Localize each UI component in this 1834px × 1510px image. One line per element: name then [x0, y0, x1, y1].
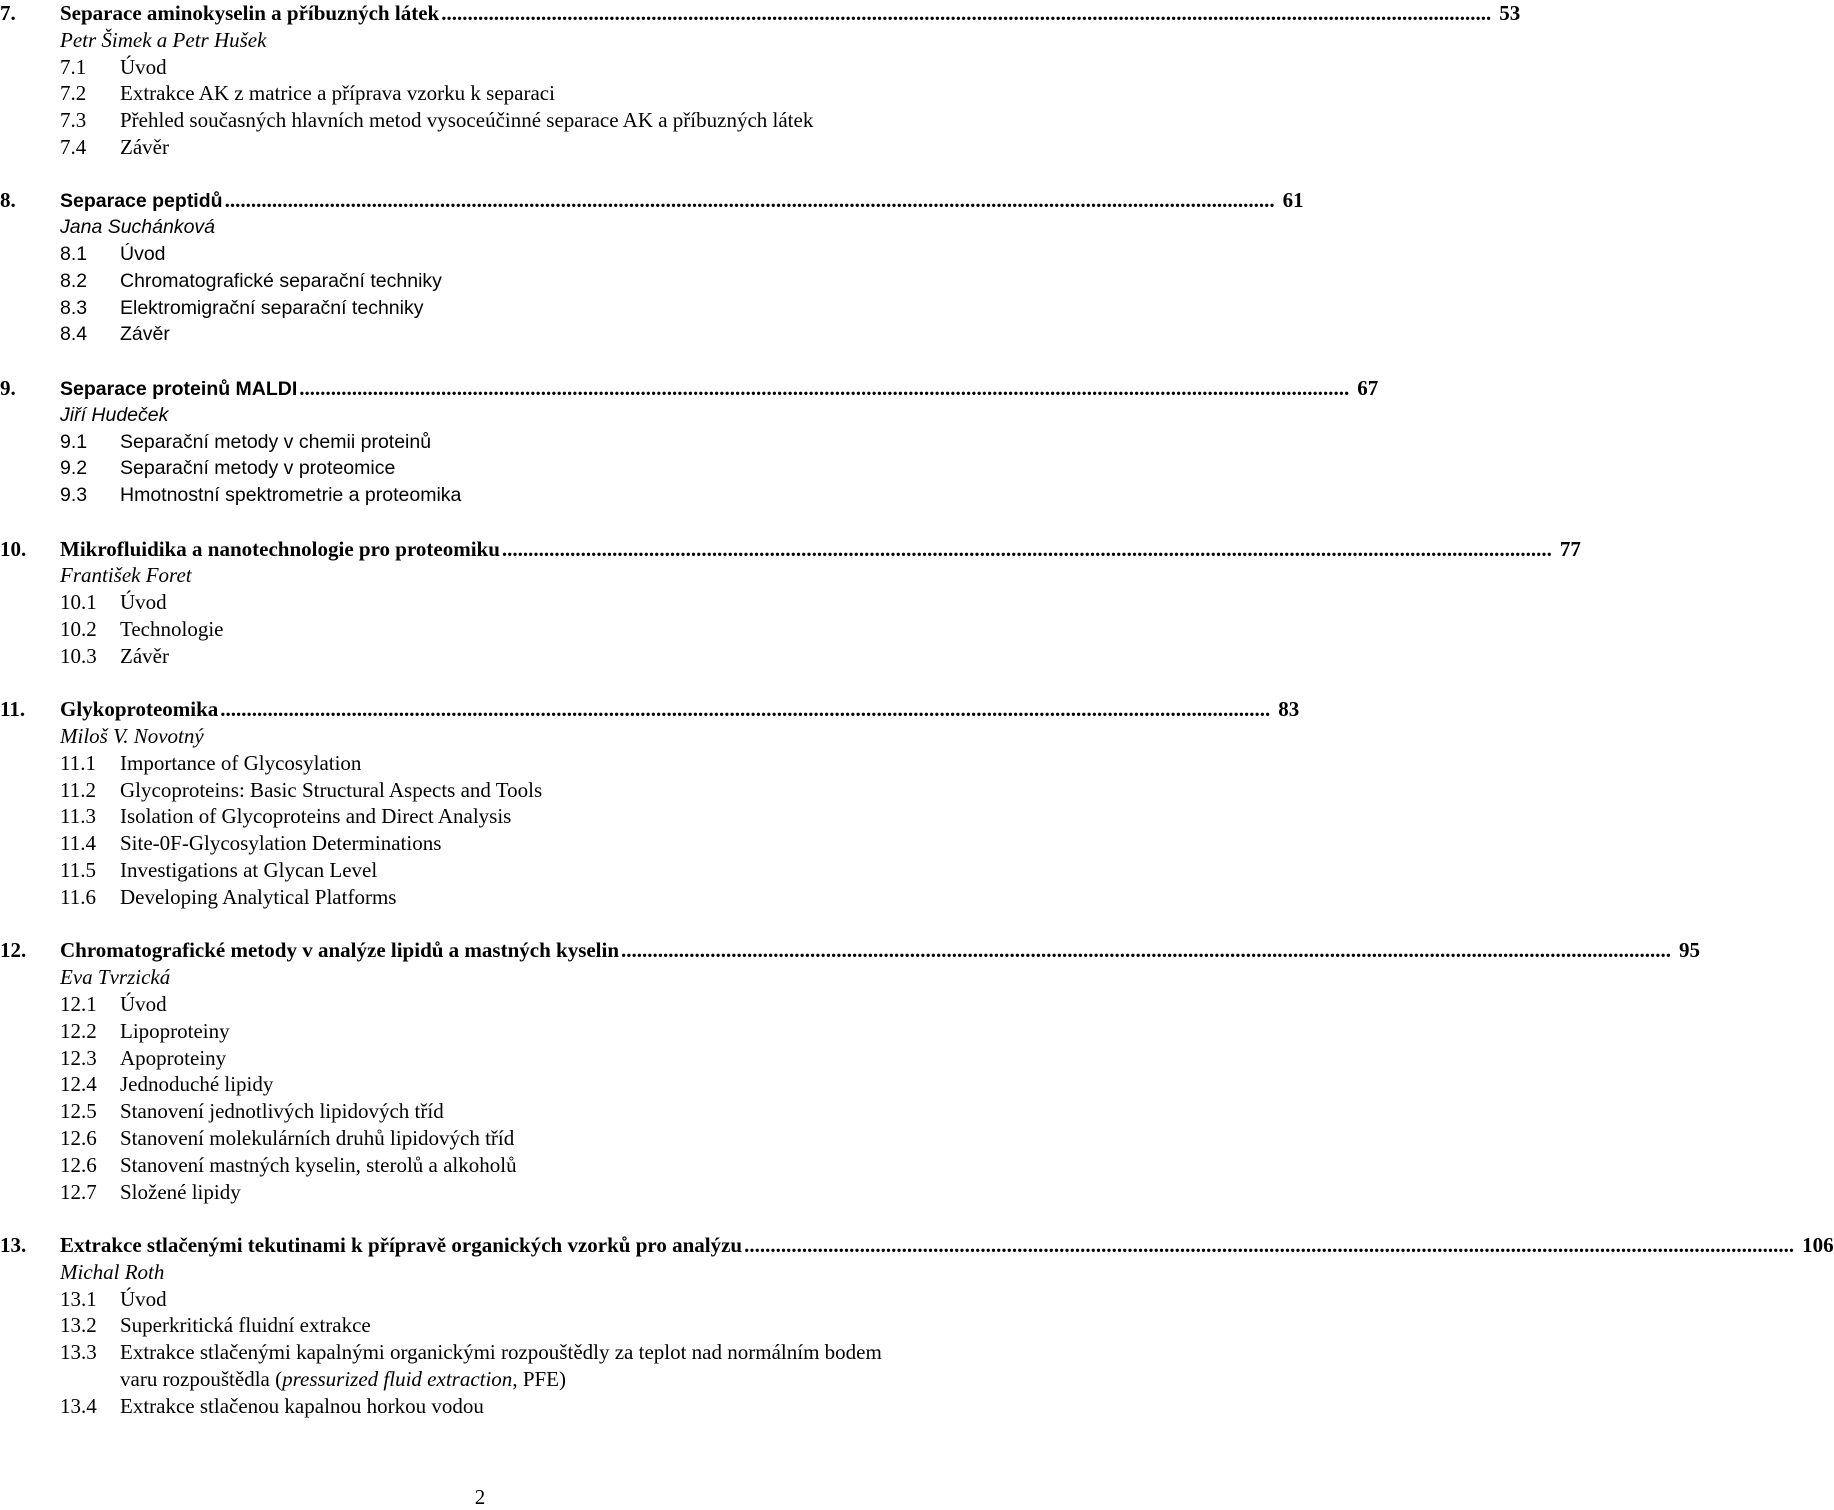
- toc-section: [0, 589, 960, 616]
- toc-section: [0, 1125, 960, 1152]
- section-number: 13.4: [60, 1393, 97, 1418]
- chapter-number: 8.: [0, 188, 16, 213]
- section-title: Úvod: [120, 54, 167, 79]
- section-title: Investigations at Glycan Level: [120, 858, 378, 883]
- section-title: Extrakce stlačenými kapalnými organickými rozpouštědly za teplot nad normálním bodem varu rozpouštědla (pressurized fluid extraction, PFE): [120, 1340, 882, 1391]
- section-title: Glycoproteins: Basic Structural Aspects and Tools: [120, 777, 543, 802]
- section-title: Úvod: [120, 243, 166, 266]
- toc-chapter: [0, 696, 1300, 910]
- toc-section: [0, 643, 960, 670]
- toc-section: [0, 777, 960, 804]
- toc-section: [0, 1152, 960, 1179]
- toc-section: [0, 482, 960, 509]
- toc-section: [0, 54, 960, 81]
- section-title: Lipoproteiny: [120, 1018, 230, 1043]
- toc-section: [0, 107, 960, 134]
- section-number: 13.3: [60, 1340, 97, 1365]
- section-title: Apoproteiny: [120, 1045, 227, 1070]
- toc-section: [0, 134, 960, 161]
- section-number: 8.3: [60, 296, 88, 319]
- section-number: 11.2: [60, 777, 96, 802]
- chapter-title: Mikrofluidika a nanotechnologie pro proteomiku: [60, 536, 500, 561]
- section-number: 8.2: [60, 269, 88, 292]
- toc-section: [0, 1393, 960, 1420]
- italic-term: pressurized fluid extraction: [282, 1366, 513, 1391]
- section-title: Superkritická fluidní extrakce: [120, 1313, 371, 1338]
- chapter-title: Chromatografické metody v analýze lipidů a mastných kyselin: [60, 938, 620, 963]
- chapter-title-wrap: [60, 375, 1349, 403]
- toc-chapter: [0, 0, 1521, 161]
- section-number: 12.2: [60, 1018, 97, 1043]
- toc-section: [0, 1286, 960, 1313]
- chapter-page-number: 95: [1679, 938, 1701, 963]
- toc-section: [0, 1098, 960, 1125]
- chapter-title: Separace aminokyselin a příbuzných látek: [60, 1, 440, 25]
- chapter-title: Separace peptidů: [60, 190, 223, 213]
- dot-leader: ........................................................................................................................................................................................................: [224, 188, 1275, 213]
- dot-leader: ........................................................................................................................................................................................................: [441, 1, 1492, 25]
- chapter-author: Miloš V. Novotný: [60, 724, 204, 749]
- chapter-page-number: 53: [1499, 1, 1521, 25]
- chapter-number: 12.: [0, 938, 27, 963]
- section-number: 8.4: [60, 323, 88, 346]
- section-number: 8.1: [60, 243, 88, 266]
- section-number: 12.1: [60, 991, 97, 1016]
- chapter-author: Michal Roth: [60, 1259, 165, 1284]
- section-title: Stanovení mastných kyselin, sterolů a alkoholů: [120, 1152, 517, 1177]
- section-number: 11.1: [60, 750, 96, 775]
- section-title: Technologie: [120, 617, 224, 641]
- chapter-page-number: 106: [1802, 1233, 1834, 1257]
- toc-chapter: [0, 536, 1581, 670]
- dot-leader: ........................................................................................................................................................................................................: [220, 697, 1271, 722]
- chapter-page-number: 67: [1357, 375, 1379, 400]
- chapter-author: Jiří Hudeček: [60, 403, 169, 426]
- section-number: 7.3: [60, 108, 87, 133]
- chapter-author: František Foret: [60, 563, 192, 588]
- toc-chapter: [0, 187, 1304, 348]
- section-title: Extrakce AK z matrice a příprava vzorku k separaci: [120, 81, 555, 106]
- chapter-heading-row: [0, 1232, 1834, 1259]
- dot-leader: ........................................................................................................................................................................................................: [621, 938, 1672, 963]
- toc-section: [0, 884, 960, 911]
- chapter-heading-row: [0, 375, 1379, 402]
- section-number: 10.1: [60, 590, 97, 615]
- section-number: 9.3: [60, 484, 88, 507]
- chapter-number: 13.: [0, 1233, 27, 1257]
- chapter-title: Extrakce stlačenými tekutinami k přípravě organických vzorků pro analýzu: [60, 1233, 743, 1257]
- chapter-heading-row: [0, 536, 1581, 563]
- toc-section: [0, 1339, 960, 1393]
- section-number: 9.2: [60, 457, 88, 480]
- chapter-heading-row: [0, 0, 1521, 27]
- section-title: Složené lipidy: [120, 1179, 241, 1204]
- section-title: Separační metody v chemii proteinů: [120, 430, 432, 453]
- section-title: Úvod: [120, 590, 167, 615]
- chapter-title: Separace proteinů MALDI: [60, 377, 298, 400]
- toc-chapter: [0, 937, 1701, 1205]
- chapter-number: 11.: [0, 697, 26, 722]
- section-title: Závěr: [120, 643, 169, 668]
- toc-chapter: [0, 1232, 1834, 1420]
- toc-section: [0, 991, 960, 1018]
- chapter-heading-row: [0, 696, 1300, 723]
- dot-leader: ........................................................................................................................................................................................................: [744, 1233, 1795, 1257]
- chapter-title-wrap: [60, 536, 1552, 563]
- section-number: 11.6: [60, 884, 96, 909]
- page-number: 2: [474, 1485, 486, 1509]
- section-number: 12.3: [60, 1045, 97, 1070]
- section-title: Extrakce stlačenou kapalnou horkou vodou: [120, 1393, 484, 1418]
- section-title: Developing Analytical Platforms: [120, 884, 397, 909]
- chapter-page-number: 83: [1278, 697, 1300, 722]
- chapter-author: Eva Tvrzická: [60, 965, 171, 990]
- toc-section: [0, 857, 960, 884]
- section-title: Hmotnostní spektrometrie a proteomika: [120, 484, 462, 507]
- section-number: 13.2: [60, 1313, 97, 1338]
- section-title: Závěr: [120, 323, 170, 346]
- dot-leader: ........................................................................................................................................................................................................: [299, 375, 1350, 400]
- chapter-title-wrap: [60, 696, 1270, 723]
- section-number: 12.6: [60, 1125, 97, 1150]
- section-number: 11.3: [60, 804, 96, 829]
- section-number: 12.7: [60, 1179, 97, 1204]
- chapter-heading-row: [0, 187, 1304, 214]
- section-title: Závěr: [120, 134, 169, 159]
- chapter-title-wrap: [60, 1232, 1794, 1259]
- section-number: 7.2: [60, 81, 87, 106]
- section-title: Stanovení jednotlivých lipidových tříd: [120, 1099, 444, 1124]
- toc-section: [0, 268, 960, 295]
- section-number: 13.1: [60, 1286, 97, 1311]
- section-number: 11.4: [60, 831, 96, 856]
- toc-section: [0, 1071, 960, 1098]
- toc-section: [0, 1312, 960, 1339]
- section-title: Isolation of Glycoproteins and Direct Analysis: [120, 804, 512, 829]
- section-number: 9.1: [60, 430, 88, 453]
- toc-section: [0, 295, 960, 322]
- chapter-number: 10.: [0, 536, 27, 561]
- section-number: 7.1: [60, 54, 87, 79]
- chapter-author: Jana Suchánková: [60, 216, 216, 239]
- toc-chapter: [0, 375, 1379, 509]
- section-number: 12.6: [60, 1152, 97, 1177]
- toc-section: [0, 455, 960, 482]
- section-title: Elektromigrační separační techniky: [120, 296, 424, 319]
- toc-section: [0, 429, 960, 456]
- chapter-number: 7.: [0, 1, 16, 25]
- chapter-page-number: 61: [1282, 188, 1304, 213]
- section-number: 12.4: [60, 1072, 97, 1097]
- section-title: Stanovení molekulárních druhů lipidových tříd: [120, 1125, 515, 1150]
- section-number: 10.3: [60, 643, 97, 668]
- section-number: 11.5: [60, 858, 96, 883]
- toc-section: [0, 321, 960, 348]
- chapter-page-number: 77: [1559, 536, 1581, 561]
- toc-section: [0, 803, 960, 830]
- dot-leader: ........................................................................................................................................................................................................: [501, 536, 1552, 561]
- toc-section: [0, 750, 960, 777]
- section-title: Přehled současných hlavních metod vysoceúčinné separace AK a příbuzných látek: [120, 108, 814, 133]
- section-number: 10.2: [60, 617, 97, 641]
- section-title: Chromatografické separační techniky: [120, 269, 442, 292]
- section-title: Separační metody v proteomice: [120, 457, 396, 480]
- section-title: Importance of Glycosylation: [120, 750, 362, 775]
- section-number: 7.4: [60, 134, 87, 159]
- chapter-heading-row: [0, 937, 1701, 964]
- chapter-title: Glykoproteomika: [60, 697, 219, 722]
- section-title: Úvod: [120, 1286, 167, 1311]
- section-title: Site-0F-Glycosylation Determinations: [120, 831, 442, 856]
- toc-section: [0, 80, 960, 107]
- chapter-title-wrap: [60, 937, 1671, 964]
- toc-section: [0, 616, 960, 643]
- chapter-title-wrap: [60, 0, 1491, 27]
- section-number: 12.5: [60, 1099, 97, 1124]
- toc-section: [0, 1045, 960, 1072]
- toc-section: [0, 830, 960, 857]
- chapter-title-wrap: [60, 187, 1275, 215]
- toc-section: [0, 1018, 960, 1045]
- toc-section: [0, 1179, 960, 1206]
- section-title: Úvod: [120, 991, 167, 1016]
- section-title: Jednoduché lipidy: [120, 1072, 274, 1097]
- chapter-author: Petr Šimek a Petr Hušek: [60, 27, 267, 52]
- toc-section: [0, 241, 960, 268]
- chapter-number: 9.: [0, 375, 16, 400]
